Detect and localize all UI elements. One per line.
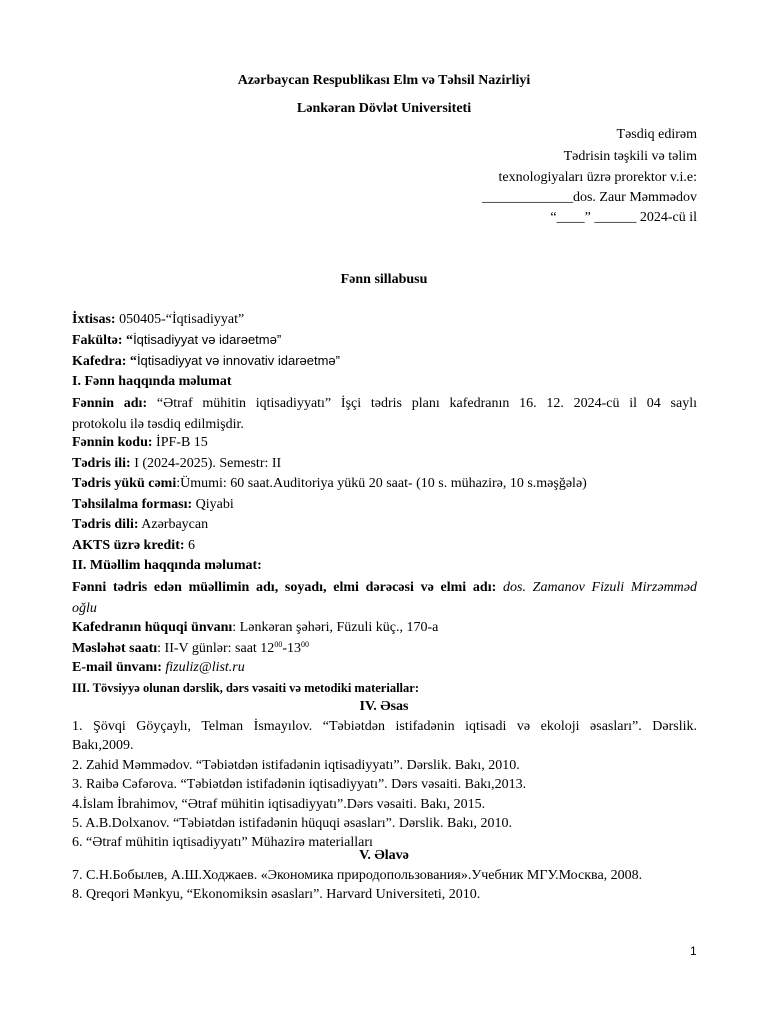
- address-line: [72, 620, 697, 636]
- section-5-heading: V. Əlavə: [359, 848, 409, 863]
- consult-line: [72, 640, 697, 657]
- faculty-label: Fakültə: “: [72, 333, 134, 348]
- reference-3: 3. Raibə Cəfərova. “Təbiətdən istifadənin iqtisadiyyatı”. Dərs vəsaiti. Bakı,2013.: [72, 777, 527, 793]
- reference-6: 6. “Ətraf mühitin iqtisadiyyatı” Mühazirə materialları: [72, 835, 373, 851]
- course-name-text: “Ətraf mühitin iqtisadiyyatı” İşçi tədris planı kafedranın 16. 12. 2024-cü il 04 saylı: [156, 396, 697, 411]
- course-code-label: Fənnin kodu:: [72, 435, 153, 450]
- faculty-line: [72, 332, 697, 349]
- page-number: 1: [690, 944, 697, 958]
- language-line: [72, 517, 697, 533]
- study-form-label: Təhsilalma forması:: [72, 497, 193, 512]
- study-year-value: I (2024-2025). Semestr: II: [130, 456, 282, 471]
- specialty-line: [72, 312, 697, 328]
- approval-date-line: “____” ______ 2024-cü il: [550, 210, 697, 225]
- reference-8: 8. Qreqori Mənkyu, “Ekonomiksin əsasları”. Harvard Universiteti, 2010.: [72, 887, 481, 902]
- teacher-name: dos. Zamanov Fizuli Mirzəmməd: [503, 580, 698, 595]
- approval-line-3: texnologiyaları üzrə prorektor v.i.e:: [498, 170, 697, 185]
- reference-1: 1. Şövqi Göyçaylı, Telman İsmayılov. “Təbiətdən istifadənin iqtisadi və ekoloji əsasları”. Dərslik.: [72, 719, 697, 734]
- workload-value: :Ümumi: 60 saat.Auditoriya yükü 20 saat- (10 s. mühazirə, 10 s.məşğələ): [176, 476, 587, 491]
- credits-label: AKTS üzrə kredit:: [72, 538, 185, 553]
- extra-references-list: [72, 866, 697, 904]
- workload-label: Tədris yükü cəmi: [72, 476, 177, 491]
- reference-7: 7. С.Н.Бобылев, А.Ш.Ходжаев. «Экономика природопользования».Учебник МГУ.Москва, 2008.: [72, 868, 643, 883]
- section-2-heading: [72, 558, 697, 574]
- teacher-line-1: [72, 578, 697, 599]
- workload-line: [72, 476, 697, 492]
- course-name-label: Fənnin adı:: [72, 396, 148, 411]
- study-form-value: Qiyabi: [192, 497, 234, 512]
- teacher-paragraph: [72, 578, 697, 619]
- language-value: Azərbaycan: [138, 517, 209, 532]
- consult-start-minutes: 00: [274, 640, 283, 649]
- consult-label: Məsləhət saatı: [72, 641, 158, 656]
- section-2-title: II. Müəllim haqqında məlumat:: [72, 558, 262, 573]
- document-title: Fənn sillabusu: [340, 272, 428, 287]
- reference-4: 4.İslam İbrahimov, “Ətraf mühitin iqtisadiyyatı”.Dərs vəsaiti. Bakı, 2015.: [72, 796, 486, 812]
- approval-line-2: Tədrisin təşkili və təlim: [563, 149, 697, 164]
- reference-5: 5. A.B.Dolxanov. “Təbiətdən istifadənin hüquqi əsasları”. Dərslik. Bakı, 2010.: [72, 816, 513, 832]
- section-1-title: I. Fənn haqqında məlumat: [72, 374, 232, 389]
- section-4-heading: IV. Əsas: [359, 699, 409, 714]
- reference-1-continued: Bakı,2009.: [72, 738, 134, 754]
- faculty-value: İqtisadiyyat və idarəetmə”: [133, 332, 282, 347]
- specialty-label: İxtisas:: [72, 312, 116, 327]
- email-line: [72, 660, 697, 676]
- email-label: E-mail ünvanı:: [72, 660, 162, 675]
- specialty-value: 050405-“İqtisadiyyat”: [115, 312, 245, 327]
- department-value: İqtisadiyyat və innovativ idarəetmə”: [136, 353, 340, 368]
- main-references-list: [72, 717, 697, 853]
- course-name-line-1: [72, 394, 697, 415]
- course-name-paragraph: [72, 394, 697, 435]
- university-heading: Lənkəran Dövlət Universiteti: [296, 101, 472, 116]
- language-label: Tədris dili:: [72, 517, 139, 532]
- address-label: Kafedranın hüquqi ünvanı: [72, 620, 233, 635]
- course-code-value: İPF-B 15: [152, 435, 208, 450]
- section-3-heading: [72, 681, 697, 696]
- email-value: fizuliz@list.ru: [165, 660, 245, 675]
- approval-line-1: Təsdiq edirəm: [616, 127, 697, 142]
- consult-value: : II-V günlər: saat 12: [157, 641, 275, 656]
- teacher-name-line-2: oğlu: [72, 600, 97, 616]
- study-form-line: [72, 497, 697, 513]
- ministry-heading: Azərbaycan Respublikası Elm və Təhsil Nazirliyi: [237, 73, 531, 88]
- department-label: Kafedra: “: [72, 354, 137, 369]
- course-code-line: [72, 435, 697, 451]
- study-year-label: Tədris ili:: [72, 456, 131, 471]
- approval-signature-line: _____________dos. Zaur Məmmədov: [481, 190, 697, 205]
- teacher-label: Fənni tədris edən müəllimin adı, soyadı, elmi dərəcəsi və elmi adı:: [72, 580, 497, 595]
- address-value: : Lənkəran şəhəri, Füzuli küç., 170-a: [232, 620, 439, 635]
- consult-dash: -13: [282, 641, 301, 656]
- credits-line: [72, 538, 697, 554]
- department-line: [72, 353, 697, 370]
- reference-2: 2. Zahid Məmmədov. “Təbiətdən istifadənin iqtisadiyyatı”. Dərslik. Bakı, 2010.: [72, 757, 520, 773]
- study-year-line: [72, 456, 697, 472]
- section-3-title: III. Tövsiyyə olunan dərslik, dərs vəsaiti və metodiki materiallar:: [72, 681, 419, 695]
- course-name-line-2: protokolu ilə təsdiq edilmişdir.: [72, 416, 244, 432]
- section-1-heading: [72, 374, 697, 390]
- consult-end-minutes: 00: [300, 640, 309, 649]
- credits-value: 6: [184, 538, 196, 553]
